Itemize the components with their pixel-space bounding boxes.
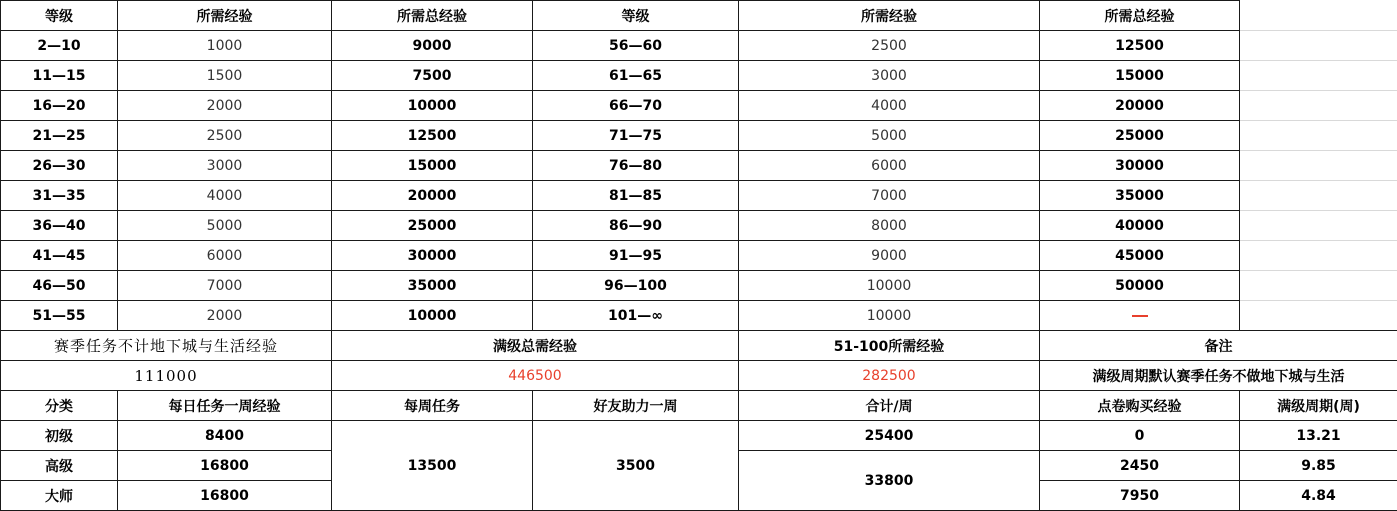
- empty-cell[interactable]: [1240, 1, 1397, 31]
- total-exp-cell: 7500: [332, 61, 533, 91]
- header-exp-2: 所需经验: [739, 1, 1040, 31]
- total-exp-cell: 30000: [332, 241, 533, 271]
- level-range-cell: 51—55: [1, 301, 118, 331]
- header-weekly-task: 每周任务: [332, 391, 533, 421]
- level-range-cell: 81—85: [533, 181, 739, 211]
- level-range-cell: 61—65: [533, 61, 739, 91]
- exp-cell: 9000: [739, 241, 1040, 271]
- level-range-cell: 26—30: [1, 151, 118, 181]
- total-exp-cell: 10000: [332, 91, 533, 121]
- header-purchase: 点卷购买经验: [1040, 391, 1240, 421]
- level-range-cell: 2—10: [1, 31, 118, 61]
- total-exp-cell: 50000: [1040, 271, 1240, 301]
- level-range-cell: 16—20: [1, 91, 118, 121]
- exp-cell: 1000: [118, 31, 332, 61]
- season-label: 赛季任务不计地下城与生活经验: [1, 331, 332, 361]
- total-exp-cell: 25000: [332, 211, 533, 241]
- level-row: [1, 301, 1397, 331]
- total-exp-cell: 30000: [1040, 151, 1240, 181]
- level-row: [1, 61, 1397, 91]
- level-range-cell: 86—90: [533, 211, 739, 241]
- total-week-cell: 33800: [739, 451, 1040, 511]
- header-exp-1: 所需经验: [118, 1, 332, 31]
- level-row: [1, 181, 1397, 211]
- total-exp-value: 446500: [332, 361, 739, 391]
- total-exp-cell: 35000: [1040, 181, 1240, 211]
- total-exp-cell: 9000: [332, 31, 533, 61]
- header-daily: 每日任务一周经验: [118, 391, 332, 421]
- total-exp-cell: 20000: [332, 181, 533, 211]
- level-range-cell: 91—95: [533, 241, 739, 271]
- level-row: [1, 91, 1397, 121]
- exp-cell: 5000: [739, 121, 1040, 151]
- daily-cell: 16800: [118, 481, 332, 511]
- exp-cell: 8000: [739, 211, 1040, 241]
- exp-cell: 3000: [739, 61, 1040, 91]
- total-exp-cell: 45000: [1040, 241, 1240, 271]
- category-cell: 初级: [1, 421, 118, 451]
- header-friend-assist: 好友助力一周: [533, 391, 739, 421]
- empty-cell[interactable]: [1240, 61, 1397, 91]
- header-row: [1, 1, 1397, 31]
- header-total-exp-1: 所需总经验: [332, 1, 533, 31]
- cycle-cell: 9.85: [1240, 451, 1397, 481]
- level-row: [1, 151, 1397, 181]
- level-range-cell: 36—40: [1, 211, 118, 241]
- category-cell: 大师: [1, 481, 118, 511]
- empty-cell[interactable]: [1240, 181, 1397, 211]
- total-exp-cell: 40000: [1040, 211, 1240, 241]
- level-range-cell: 21—25: [1, 121, 118, 151]
- empty-cell[interactable]: [1240, 151, 1397, 181]
- exp-cell: 3000: [118, 151, 332, 181]
- empty-cell[interactable]: [1240, 241, 1397, 271]
- header-total-exp-2: 所需总经验: [1040, 1, 1240, 31]
- level-range-cell: 46—50: [1, 271, 118, 301]
- weekly-header-row: [1, 391, 1397, 421]
- level-range-cell: 96—100: [533, 271, 739, 301]
- exp-cell: 2000: [118, 91, 332, 121]
- exp-cell: 6000: [739, 151, 1040, 181]
- level-range-cell: 76—80: [533, 151, 739, 181]
- empty-cell[interactable]: [1240, 121, 1397, 151]
- weekly-task-cell: 13500: [332, 421, 533, 511]
- level-row: [1, 211, 1397, 241]
- level-range-cell: 101—∞: [533, 301, 739, 331]
- level-range-cell: 31—35: [1, 181, 118, 211]
- weekly-row: [1, 421, 1397, 451]
- header-cycle: 满级周期(周): [1240, 391, 1397, 421]
- total-exp-cell: 35000: [332, 271, 533, 301]
- total-exp-cell: 12500: [1040, 31, 1240, 61]
- purchase-cell: 7950: [1040, 481, 1240, 511]
- exp-cell: 10000: [739, 301, 1040, 331]
- cycle-cell: 13.21: [1240, 421, 1397, 451]
- purchase-cell: 2450: [1040, 451, 1240, 481]
- note-label: 备注: [1040, 331, 1397, 361]
- exp-cell: 2500: [118, 121, 332, 151]
- total-exp-cell: 15000: [332, 151, 533, 181]
- exp-51-100-value: 282500: [739, 361, 1040, 391]
- empty-cell[interactable]: [1240, 31, 1397, 61]
- level-row: [1, 31, 1397, 61]
- header-level-2: 等级: [533, 1, 739, 31]
- empty-cell[interactable]: [1240, 91, 1397, 121]
- cycle-cell: 4.84: [1240, 481, 1397, 511]
- level-range-cell: 56—60: [533, 31, 739, 61]
- total-exp-cell: [1040, 301, 1240, 331]
- empty-cell[interactable]: [1240, 271, 1397, 301]
- total-exp-cell: 15000: [1040, 61, 1240, 91]
- exp-cell: 10000: [739, 271, 1040, 301]
- level-range-cell: 66—70: [533, 91, 739, 121]
- level-row: [1, 241, 1397, 271]
- note-value: 满级周期默认赛季任务不做地下城与生活: [1040, 361, 1397, 391]
- exp-cell: 5000: [118, 211, 332, 241]
- level-range-cell: 11—15: [1, 61, 118, 91]
- exp-cell: 7000: [118, 271, 332, 301]
- dash-mark: [1132, 315, 1148, 317]
- empty-cell[interactable]: [1240, 211, 1397, 241]
- purchase-cell: 0: [1040, 421, 1240, 451]
- level-row: [1, 121, 1397, 151]
- exp-cell: 4000: [739, 91, 1040, 121]
- level-range-cell: 41—45: [1, 241, 118, 271]
- header-total-week: 合计/周: [739, 391, 1040, 421]
- exp-cell: 2500: [739, 31, 1040, 61]
- exp-51-100-label: 51-100所需经验: [739, 331, 1040, 361]
- empty-cell[interactable]: [1240, 301, 1397, 331]
- friend-assist-cell: 3500: [533, 421, 739, 511]
- exp-cell: 4000: [118, 181, 332, 211]
- exp-cell: 2000: [118, 301, 332, 331]
- header-category: 分类: [1, 391, 118, 421]
- total-week-cell: 25400: [739, 421, 1040, 451]
- total-exp-cell: 25000: [1040, 121, 1240, 151]
- daily-cell: 16800: [118, 451, 332, 481]
- exp-cell: 1500: [118, 61, 332, 91]
- season-value: 111000: [1, 361, 332, 391]
- category-cell: 高级: [1, 451, 118, 481]
- level-range-cell: 71—75: [533, 121, 739, 151]
- total-exp-cell: 20000: [1040, 91, 1240, 121]
- total-exp-label: 满级总需经验: [332, 331, 739, 361]
- level-row: [1, 271, 1397, 301]
- daily-cell: 8400: [118, 421, 332, 451]
- header-level-1: 等级: [1, 1, 118, 31]
- summary-label-row: [1, 331, 1397, 361]
- total-exp-cell: 10000: [332, 301, 533, 331]
- summary-value-row: [1, 361, 1397, 391]
- exp-cell: 7000: [739, 181, 1040, 211]
- exp-cell: 6000: [118, 241, 332, 271]
- total-exp-cell: 12500: [332, 121, 533, 151]
